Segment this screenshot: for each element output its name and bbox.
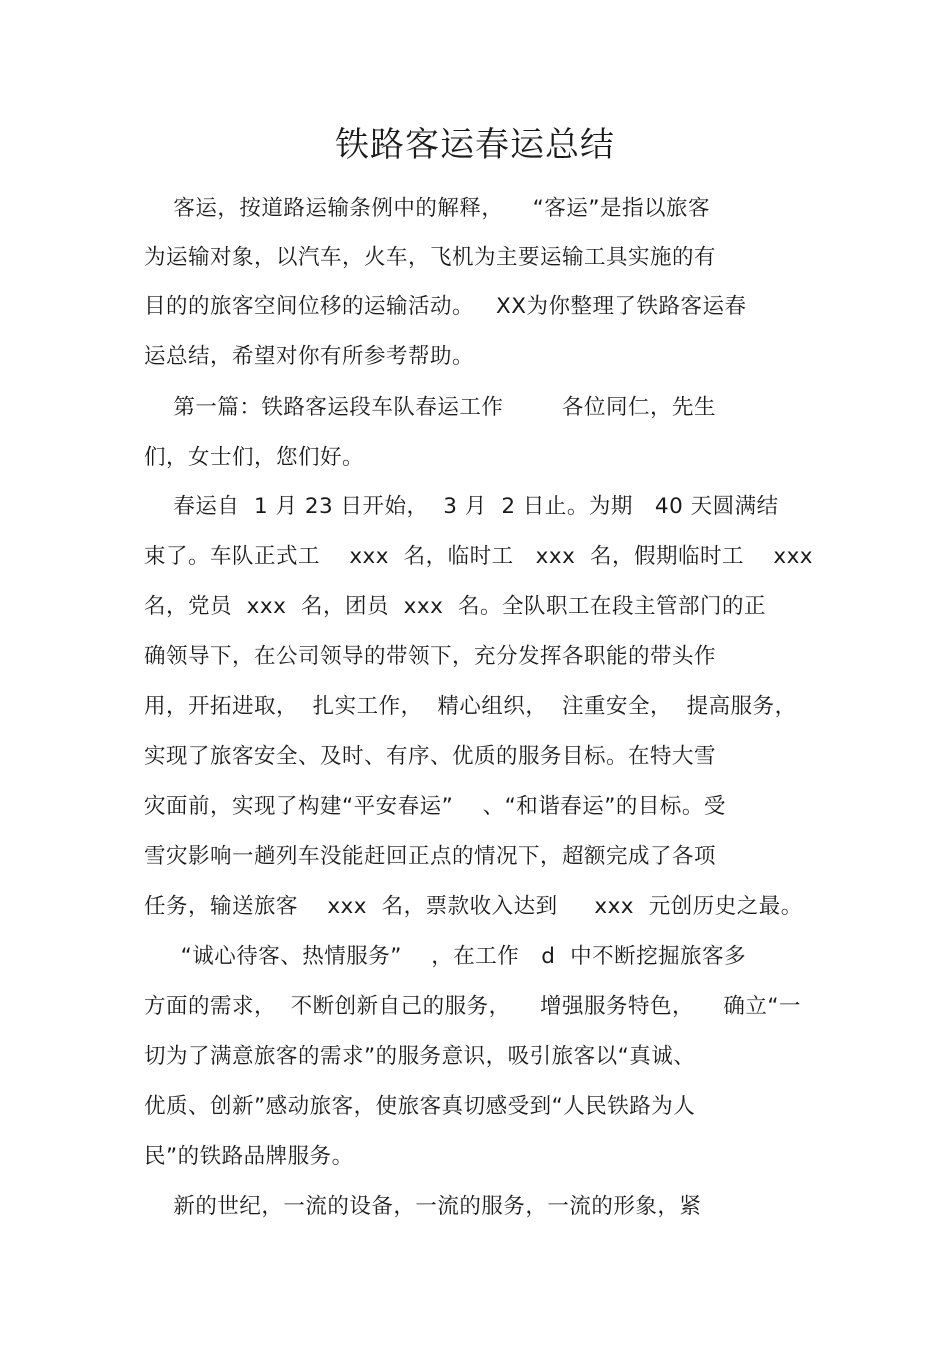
paragraph-line: 任务，输送旅客 xxx 名，票款收入达到 xxx 元创历史之最。 — [144, 894, 803, 919]
paragraph-line: 用，开拓进取， 扎实工作， 精心组织， 注重安全， 提高服务， — [144, 694, 797, 719]
paragraph-line: 运总结，希望对你有所参考帮助。 — [144, 344, 475, 369]
paragraph-line: 方面的需求， 不断创新自己的服务， 增强服务特色， 确立“一 — [144, 994, 801, 1019]
paragraph-line: 们，女士们，您们好。 — [144, 445, 365, 470]
paragraph-line: 确领导下，在公司领导的带领下，充分发挥各职能的带头作 — [144, 644, 717, 669]
paragraph-line: 为运输对象，以汽车，火车，飞机为主要运输工具实施的有 — [144, 245, 717, 270]
paragraph-line: 束了。车队正式工 xxx 名，临时工 xxx 名，假期临时工 xxx — [144, 544, 814, 569]
paragraph-line: 第一篇：铁路客运段车队春运工作 各位同仁，先生 — [144, 395, 717, 420]
paragraph-line: 实现了旅客安全、及时、有序、优质的服务目标。在特大雪 — [144, 744, 717, 769]
paragraph-line: “诚心待客、热情服务” ，在工作 d 中不断挖掘旅客多 — [144, 944, 747, 969]
paragraph-line: 目的的旅客空间位移的运输活动。 XX为你整理了铁路客运春 — [144, 294, 747, 319]
document-title: 铁路客运春运总结 — [335, 125, 615, 165]
paragraph-line: 客运，按道路运输条例中的解释， “客运”是指以旅客 — [144, 196, 710, 221]
paragraph-line: 切为了满意旅客的需求”的服务意识，吸引旅客以“真诚、 — [144, 1044, 696, 1069]
paragraph-line: 民”的铁路品牌服务。 — [144, 1144, 354, 1169]
paragraph-line: 雪灾影响一趟列车没能赶回正点的情况下，超额完成了各项 — [144, 844, 717, 869]
paragraph-line: 名，党员 xxx 名，团员 xxx 名。全队职工在段主管部门的正 — [144, 594, 767, 619]
paragraph-line: 优质、创新”感动旅客，使旅客真切感受到“人民铁路为人 — [144, 1094, 696, 1119]
paragraph-line: 春运自 1 月 23 日开始， 3 月 2 日止。为期 40 天圆满结 — [144, 494, 779, 519]
paragraph-line: 灾面前，实现了构建“平安春运” 、“和谐春运”的目标。受 — [144, 794, 726, 819]
paragraph-line: 新的世纪，一流的设备，一流的服务，一流的形象，紧 — [144, 1194, 702, 1219]
